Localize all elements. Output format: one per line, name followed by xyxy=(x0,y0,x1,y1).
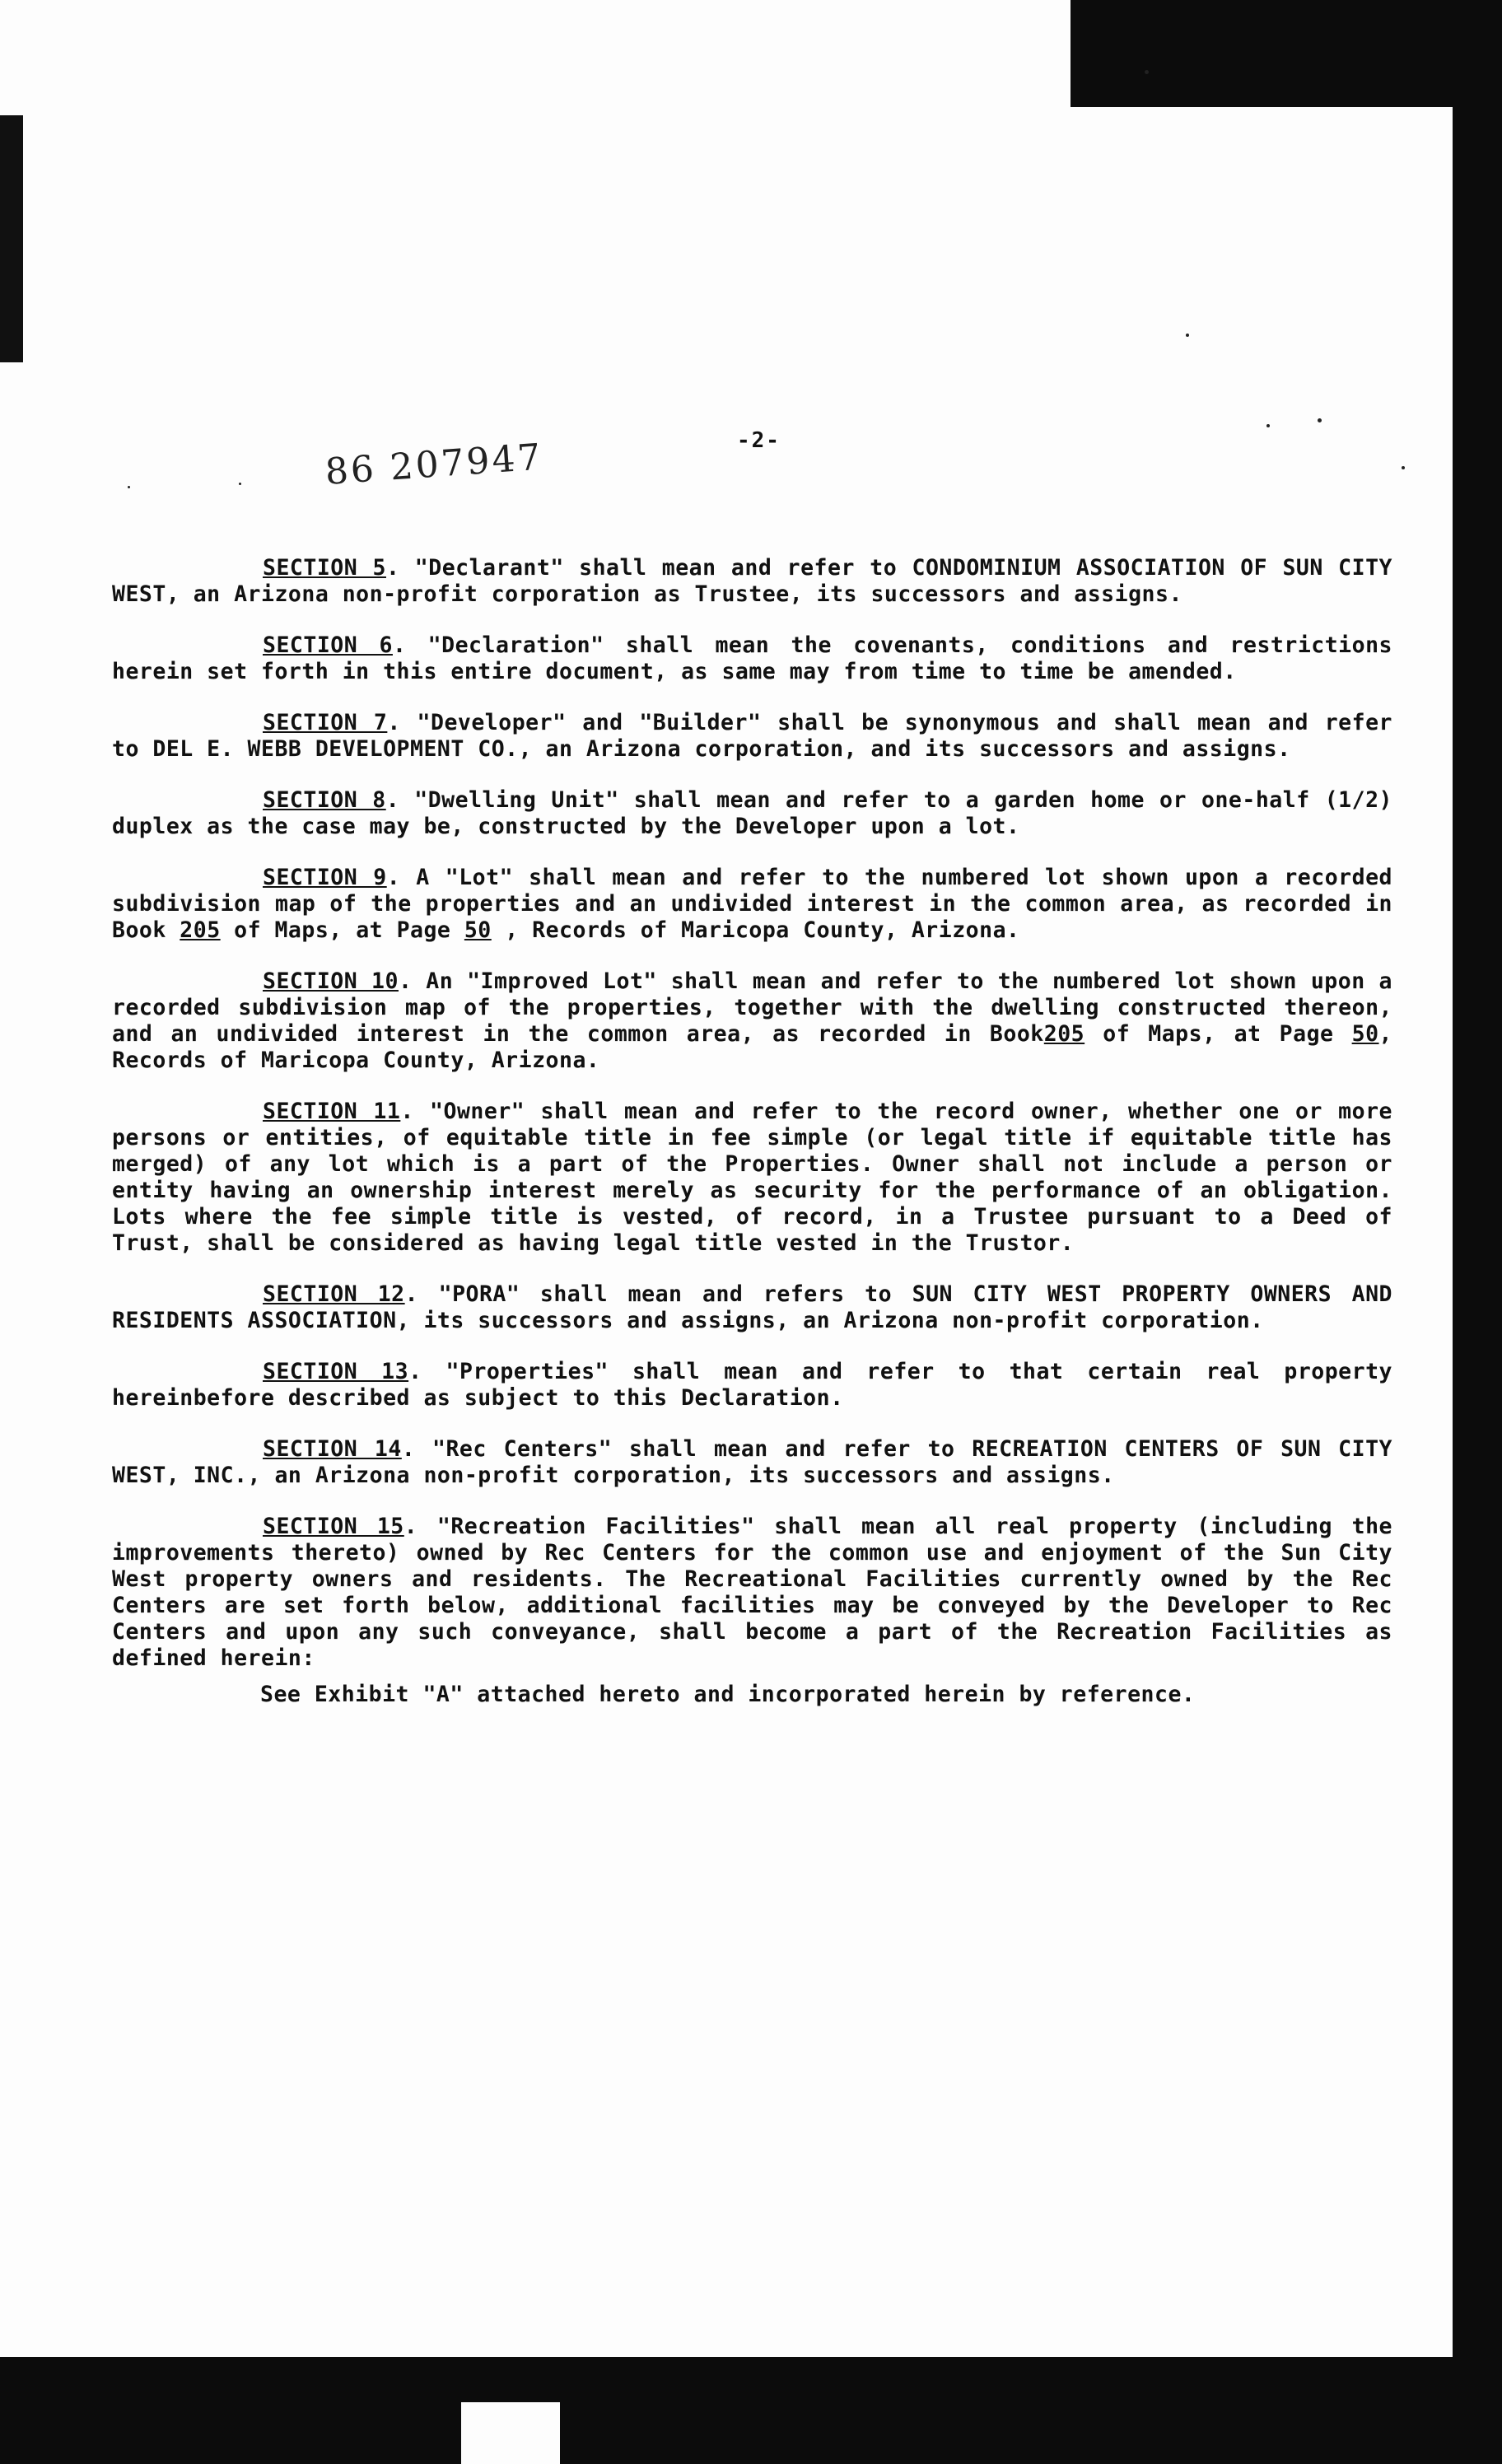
page-number: -2- xyxy=(737,428,781,453)
scan-speck xyxy=(239,483,241,485)
section-text: . "Owner" shall mean and refer to the record owner, whether one or more persons or entities, of equitable title in fee simple (or legal title if equitable title has merged) of any lot which is a part of the Properties. Owner shall not include a person or entity having an ownership interest merely as security for the performance of an obligation. Lots where the fee simple title is vested, of record, in a Trustee pursuant to a Deed of Trust, shall be considered as having legal title vested in the Trustor. xyxy=(112,1099,1392,1256)
section-text: . "Declarant" shall mean and refer to CONDOMINIUM ASSOCIATION OF SUN CITY WEST, an Arizona non-profit corporation as Trustee, its successors and assigns. xyxy=(112,555,1392,607)
section-text: . "PORA" shall mean and refers to SUN CITY WEST PROPERTY OWNERS AND RESIDENTS ASSOCIATION, its successors and assigns, an Arizona non-profit corporation. xyxy=(112,1281,1392,1333)
section-11 xyxy=(112,1099,1392,1257)
scan-speck xyxy=(1402,466,1405,469)
section-text: . "Developer" and "Builder" shall be synonymous and shall mean and refer to DEL E. WEBB DEVELOPMENT CO., an Arizona corporation, and its successors and assigns. xyxy=(112,710,1392,762)
section-label: SECTION 11 xyxy=(263,1099,401,1124)
section-label: SECTION 12 xyxy=(263,1281,405,1307)
scan-speck xyxy=(1266,424,1270,427)
document-body xyxy=(112,555,1392,1708)
section-label: SECTION 5 xyxy=(263,555,386,581)
scan-border-left xyxy=(0,115,23,362)
scan-border-bottom xyxy=(0,2357,1502,2464)
section-7 xyxy=(112,710,1392,763)
section-9 xyxy=(112,865,1392,944)
scan-border-right xyxy=(1453,0,1502,2464)
section-5 xyxy=(112,555,1392,608)
section-text: . "Rec Centers" shall mean and refer to RECREATION CENTERS OF SUN CITY WEST, INC., an Arizona non-profit corporation, its successors and assigns. xyxy=(112,1436,1392,1488)
section-label: SECTION 10 xyxy=(263,968,399,994)
scan-border-gap xyxy=(461,2402,560,2464)
scan-speck xyxy=(1318,418,1322,422)
recording-number: 86 207947 xyxy=(324,436,545,493)
scan-speck xyxy=(128,486,130,488)
page-reference: 50 xyxy=(1351,1021,1379,1047)
section-text: , Records of Maricopa County, Arizona. xyxy=(491,917,1020,943)
section-text: of Maps, at Page xyxy=(1085,1021,1352,1047)
section-label: SECTION 13 xyxy=(263,1359,409,1384)
section-14 xyxy=(112,1436,1392,1489)
section-text: . "Declaration" shall mean the covenants, conditions and restrictions herein set forth in this entire document, as same may from time to time be amended. xyxy=(112,632,1392,684)
book-number: 205 xyxy=(180,917,221,943)
section-15 xyxy=(112,1514,1392,1672)
book-number: 205 xyxy=(1043,1021,1085,1047)
section-12 xyxy=(112,1281,1392,1334)
section-6 xyxy=(112,632,1392,685)
section-8 xyxy=(112,787,1392,840)
section-text: of Maps, at Page xyxy=(220,917,464,943)
section-label: SECTION 7 xyxy=(263,710,388,735)
section-text: , Records of Maricopa County, Arizona. xyxy=(112,1021,1392,1073)
scan-speck xyxy=(1186,334,1189,337)
section-label: SECTION 14 xyxy=(263,1436,402,1462)
section-text: . "Recreation Facilities" shall mean all real property (including the improvements thereto) owned by Rec Centers for the common use and enjoyment of the Sun City West property owners and residents. The Recreational Facilities currently owned by the Rec Centers are set forth below, additional facilities may be conveyed by the Developer to Rec Centers and upon any such conveyance, shall become a part of the Recreation Facilities as defined herein: xyxy=(112,1514,1392,1671)
section-13 xyxy=(112,1359,1392,1412)
section-text: . "Properties" shall mean and refer to that certain real property hereinbefore described as subject to this Declaration. xyxy=(112,1359,1392,1411)
scan-speck xyxy=(1145,70,1149,74)
section-text: . "Dwelling Unit" shall mean and refer to a garden home or one-half (1/2) duplex as the case may be, constructed by the Developer upon a lot. xyxy=(112,787,1392,839)
section-text: . A "Lot" shall mean and refer to the numbered lot shown upon a recorded subdivision map of the properties and an undivided interest in the common area, as recorded in Book xyxy=(112,865,1392,943)
page-reference: 50 xyxy=(464,917,492,943)
section-label: SECTION 8 xyxy=(263,787,386,813)
section-label: SECTION 6 xyxy=(263,632,393,658)
exhibit-note: See Exhibit "A" attached hereto and incorporated herein by reference. xyxy=(260,1682,1196,1707)
section-label: SECTION 15 xyxy=(263,1514,404,1539)
section-text: . An "Improved Lot" shall mean and refer to the numbered lot shown upon a recorded subdivision map of the properties, together with the dwelling constructed thereon, and an undivided interest in the common area, as recorded in Book xyxy=(112,968,1392,1047)
section-label: SECTION 9 xyxy=(263,865,387,890)
scan-border-top xyxy=(1071,0,1502,107)
section-10 xyxy=(112,968,1392,1074)
